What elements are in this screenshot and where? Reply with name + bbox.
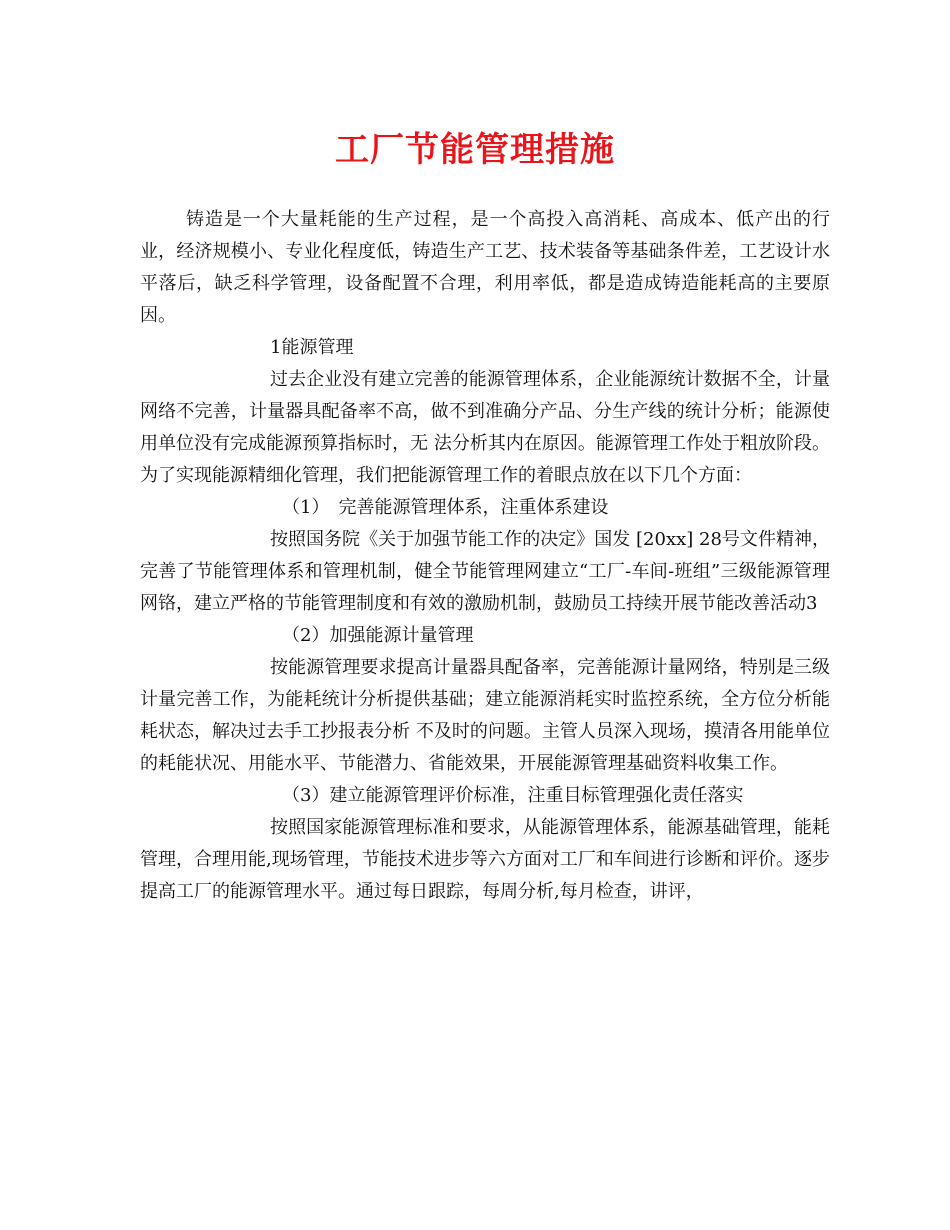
item-2-paragraph: 按能源管理要求提高计量器具配备率，完善能源计量网络，特别是三级计量完善工作，为能耗统计分析提供基础；建立能源消耗实时监控系统，全方位分析能耗状态，解决过去手工抄报表分析 不及时的问题。主管人员深入现场，摸清各用能单位的耗能状况、用能水平、节能潜力、省能效果，开展能源管理基础资料收集工作。 [140, 657, 830, 774]
item-1-heading: （1） 完善能源管理体系，注重体系建设 [282, 497, 609, 518]
intro-paragraph: 铸造是一个大量耗能的生产过程，是一个高投入高消耗、高成本、低产出的行业，经济规模小、专业化程度低，铸造生产工艺、技术装备等基础条件差，工艺设计水平落后，缺乏科学管理，设备配置不合理，利用率低，都是造成铸造能耗高的主要原因。 [140, 209, 830, 326]
item-3-paragraph: 按照国家能源管理标准和要求，从能源管理体系，能源基础管理，能耗管理，合理用能,现场管理，节能技术进步等六方面对工厂和车间进行诊断和评价。逐步提高工厂的能源管理水平。通过每日跟踪，每周分析,每月检查，讲评， [140, 817, 830, 902]
section-1-paragraph: 过去企业没有建立完善的能源管理体系，企业能源统计数据不全，计量网络不完善，计量器具配备率不高，做不到准确分产品、分生产线的统计分析；能源使用单位没有完成能源预算指标时，无 法分析其内在原因。能源管理工作处于粗放阶段。为了实现能源精细化管理，我们把能源管理工作的着眼点放在以下几个方面： [140, 369, 830, 486]
document-title: 工厂节能管理措施 [335, 130, 615, 170]
item-3-heading: （3）建立能源管理评价标准，注重目标管理强化责任落实 [282, 785, 744, 806]
item-1-paragraph: 按照国务院《关于加强节能工作的决定》国发 [20xx] 28号文件精神，完善了节能管理体系和管理机制，健全节能管理网建立“工厂-车间-班组”三级能源管理网铬，建立严格的节能管理制度和有效的激励机制，鼓励员工持续开展节能改善活动3 [140, 529, 830, 614]
document-body [140, 204, 830, 908]
section-1-heading: 1能源管理 [270, 337, 354, 358]
item-2-heading: （2）加强能源计量管理 [282, 625, 474, 646]
